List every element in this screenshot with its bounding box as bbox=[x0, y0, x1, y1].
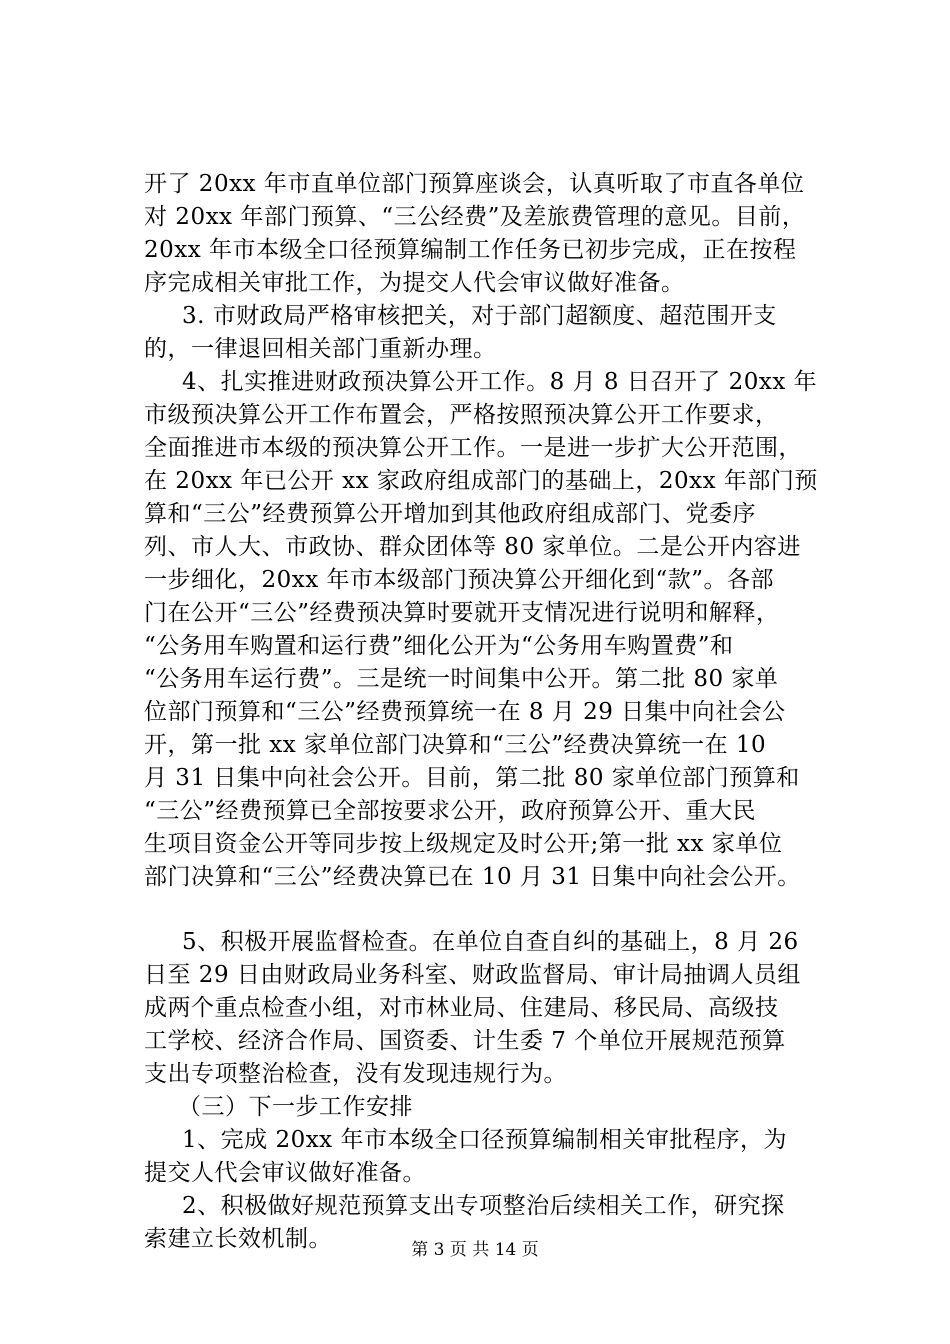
text-line: 3. 市财政局严格审核把关，对于部门超额度、超范围开支 bbox=[182, 303, 777, 329]
text-line: 位部门预算和“三公”经费预算统一在 8 月 29 日集中向社会公 bbox=[144, 699, 786, 725]
text-line: 市级预决算公开工作布置会，严格按照预决算公开工作要求， bbox=[144, 402, 779, 428]
text-line: 成两个重点检查小组，对市林业局、住建局、移民局、高级技 bbox=[144, 995, 779, 1021]
text-line: 门在公开“三公”经费预决算时要就开支情况进行说明和解释， bbox=[144, 600, 780, 626]
text-line: “公务用车运行费”。三是统一时间集中公开。第二批 80 家单 bbox=[144, 666, 779, 692]
text-line: 4、扎实推进财政预决算公开工作。8 月 8 日召开了 20xx 年 bbox=[182, 369, 818, 395]
text-line: 5、积极开展监督检查。在单位自查自纠的基础上，8 月 26 bbox=[182, 929, 799, 955]
text-line: “三公”经费预算已全部按要求公开，政府预算公开、重大民 bbox=[144, 798, 757, 824]
text-line: 算和“三公”经费预算公开增加到其他政府组成部门、党委序 bbox=[144, 501, 757, 527]
text-line: 在 20xx 年已公开 xx 家政府组成部门的基础上，20xx 年部门预 bbox=[144, 468, 818, 494]
text-line: 序完成相关审批工作，为提交人代会审议做好准备。 bbox=[144, 270, 685, 296]
text-line: 索建立长效机制。 bbox=[144, 1226, 332, 1252]
document-body bbox=[144, 168, 830, 1256]
text-line: 的，一律退回相关部门重新办理。 bbox=[144, 336, 497, 362]
text-line: 20xx 年市本级全口径预算编制工作任务已初步完成，正在按程 bbox=[144, 237, 797, 263]
text-line: 列、市人大、市政协、群众团体等 80 家单位。二是公开内容进 bbox=[144, 534, 801, 560]
text-line: 提交人代会审议做好准备。 bbox=[144, 1160, 426, 1186]
text-line: 对 20xx 年部门预算、“三公经费”及差旅费管理的意见。目前， bbox=[144, 204, 806, 230]
text-line: 全面推进市本级的预决算公开工作。一是进一步扩大公开范围， bbox=[144, 435, 802, 461]
page-number-footer: 第 3 页 共 14 页 bbox=[411, 1240, 539, 1260]
text-line: “公务用车购置和运行费”细化公开为“公务用车购置费”和 bbox=[144, 633, 734, 659]
text-line: 开，第一批 xx 家单位部门决算和“三公”经费决算统一在 10 bbox=[144, 732, 767, 758]
paragraph-gap bbox=[144, 894, 830, 926]
text-line: 开了 20xx 年市直单位部门预算座谈会，认真听取了市直各单位 bbox=[144, 171, 805, 197]
text-line: 月 31 日集中向社会公开。目前，第二批 80 家单位部门预算和 bbox=[144, 765, 800, 791]
text-line: 支出专项整治检查，没有发现违规行为。 bbox=[144, 1061, 567, 1087]
text-line: 2、积极做好规范预算支出专项整治后续相关工作，研究探 bbox=[182, 1193, 785, 1219]
text-line: 1、完成 20xx 年市本级全口径预算编制相关审批程序，为 bbox=[182, 1127, 787, 1153]
text-line: 部门决算和“三公”经费决算已在 10 月 31 日集中向社会公开。 bbox=[144, 864, 801, 890]
text-line: 工学校、经济合作局、国资委、计生委 7 个单位开展规范预算 bbox=[144, 1028, 786, 1054]
text-line: 日至 29 日由财政局业务科室、财政监督局、审计局抽调人员组 bbox=[144, 962, 801, 988]
section-heading: （三）下一步工作安排 bbox=[178, 1094, 413, 1120]
text-line: 生项目资金公开等同步按上级规定及时公开;第一批 xx 家单位 bbox=[144, 831, 783, 857]
text-line: 一步细化，20xx 年市本级部门预决算公开细化到“款”。各部 bbox=[144, 567, 775, 593]
